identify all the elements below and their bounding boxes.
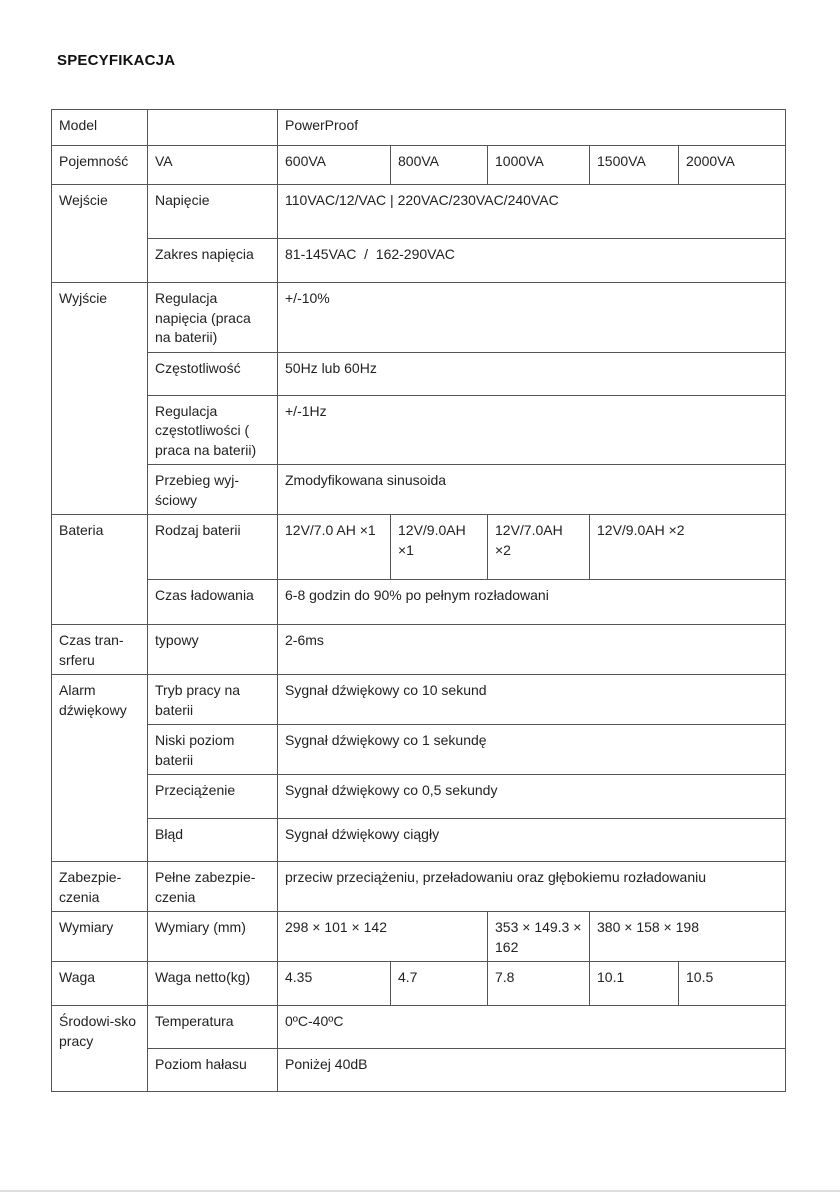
row-sublabel: Pełne zabezpie-czenia xyxy=(148,862,278,912)
cell-value: 4.7 xyxy=(391,962,488,1006)
cell-value: 0ºC-40ºC xyxy=(278,1006,786,1049)
table-row xyxy=(52,395,786,465)
row-label: Waga xyxy=(52,962,148,1006)
row-sublabel: Częstotliwość xyxy=(148,352,278,395)
table-row xyxy=(52,515,786,580)
cell-value: PowerProof xyxy=(278,110,786,146)
table-row xyxy=(52,146,786,185)
table-row xyxy=(52,625,786,675)
cell-value: 1000VA xyxy=(488,146,590,185)
row-label: Alarm dźwiękowy xyxy=(52,675,148,862)
cell-value: Zmodyfikowana sinusoida xyxy=(278,465,786,515)
row-label: Wyjście xyxy=(52,283,148,515)
cell-value: Poniżej 40dB xyxy=(278,1049,786,1092)
row-label: Wymiary xyxy=(52,912,148,962)
row-label: Środowi-sko pracy xyxy=(52,1006,148,1092)
table-row xyxy=(52,962,786,1006)
cell-value: 110VAC/12/VAC | 220VAC/230VAC/240VAC xyxy=(278,185,786,239)
row-label: Pojemność xyxy=(52,146,148,185)
row-sublabel: Waga netto(kg) xyxy=(148,962,278,1006)
table-row xyxy=(52,239,786,283)
table-row xyxy=(52,110,786,146)
table-row xyxy=(52,775,786,819)
cell-value: 1500VA xyxy=(590,146,679,185)
row-label: Wejście xyxy=(52,185,148,283)
cell-value: 12V/9.0AH ×2 xyxy=(590,515,786,580)
row-sublabel: Tryb pracy na baterii xyxy=(148,675,278,725)
table-row xyxy=(52,1049,786,1092)
cell-value: 2-6ms xyxy=(278,625,786,675)
table-row xyxy=(52,675,786,725)
cell-value: 10.1 xyxy=(590,962,679,1006)
cell-value: 4.35 xyxy=(278,962,391,1006)
row-sublabel: VA xyxy=(148,146,278,185)
cell-value: Sygnał dźwiękowy co 1 sekundę xyxy=(278,725,786,775)
cell-value: 380 × 158 × 198 xyxy=(590,912,786,962)
cell-value: 6-8 godzin do 90% po pełnym rozładowani xyxy=(278,580,786,625)
spec-table xyxy=(51,109,786,1092)
row-sublabel: Rodzaj baterii xyxy=(148,515,278,580)
empty-cell xyxy=(148,110,278,146)
row-sublabel: Temperatura xyxy=(148,1006,278,1049)
row-label: Czas tran-srferu xyxy=(52,625,148,675)
cell-value: 12V/7.0AH ×2 xyxy=(488,515,590,580)
cell-value: +/-10% xyxy=(278,283,786,353)
row-sublabel: Napięcie xyxy=(148,185,278,239)
table-row xyxy=(52,819,786,862)
cell-value: 81-145VAC / 162-290VAC xyxy=(278,239,786,283)
table-row xyxy=(52,352,786,395)
table-row xyxy=(52,283,786,353)
row-sublabel: Zakres napięcia xyxy=(148,239,278,283)
page-title: SPECYFIKACJA xyxy=(57,52,176,69)
row-sublabel: Regulacja napięcia (praca na baterii) xyxy=(148,283,278,353)
cell-value: Sygnał dźwiękowy co 0,5 sekundy xyxy=(278,775,786,819)
row-label: Bateria xyxy=(52,515,148,625)
cell-value: 353 × 149.3 × 162 xyxy=(488,912,590,962)
table-row xyxy=(52,465,786,515)
cell-value: 7.8 xyxy=(488,962,590,1006)
row-label: Model xyxy=(52,110,148,146)
cell-value: 800VA xyxy=(391,146,488,185)
cell-value: 298 × 101 × 142 xyxy=(278,912,488,962)
cell-value: Sygnał dźwiękowy ciągły xyxy=(278,819,786,862)
cell-value: przeciw przeciążeniu, przeładowaniu oraz głębokiemu rozładowaniu xyxy=(278,862,786,912)
row-label: Zabezpie-czenia xyxy=(52,862,148,912)
cell-value: 12V/9.0AH ×1 xyxy=(391,515,488,580)
table-row xyxy=(52,580,786,625)
row-sublabel: Czas ładowania xyxy=(148,580,278,625)
row-sublabel: typowy xyxy=(148,625,278,675)
cell-value: +/-1Hz xyxy=(278,395,786,465)
row-sublabel: Przeciążenie xyxy=(148,775,278,819)
row-sublabel: Wymiary (mm) xyxy=(148,912,278,962)
cell-value: 50Hz lub 60Hz xyxy=(278,352,786,395)
row-sublabel: Błąd xyxy=(148,819,278,862)
cell-value: Sygnał dźwiękowy co 10 sekund xyxy=(278,675,786,725)
table-row xyxy=(52,725,786,775)
row-sublabel: Niski poziom baterii xyxy=(148,725,278,775)
cell-value: 600VA xyxy=(278,146,391,185)
row-sublabel: Poziom hałasu xyxy=(148,1049,278,1092)
row-sublabel: Regulacja częstotliwości ( praca na baterii) xyxy=(148,395,278,465)
cell-value: 2000VA xyxy=(679,146,786,185)
table-row xyxy=(52,185,786,239)
cell-value: 12V/7.0 AH ×1 xyxy=(278,515,391,580)
table-row xyxy=(52,862,786,912)
row-sublabel: Przebieg wyj-ściowy xyxy=(148,465,278,515)
cell-value: 10.5 xyxy=(679,962,786,1006)
table-row xyxy=(52,1006,786,1049)
table-row xyxy=(52,912,786,962)
